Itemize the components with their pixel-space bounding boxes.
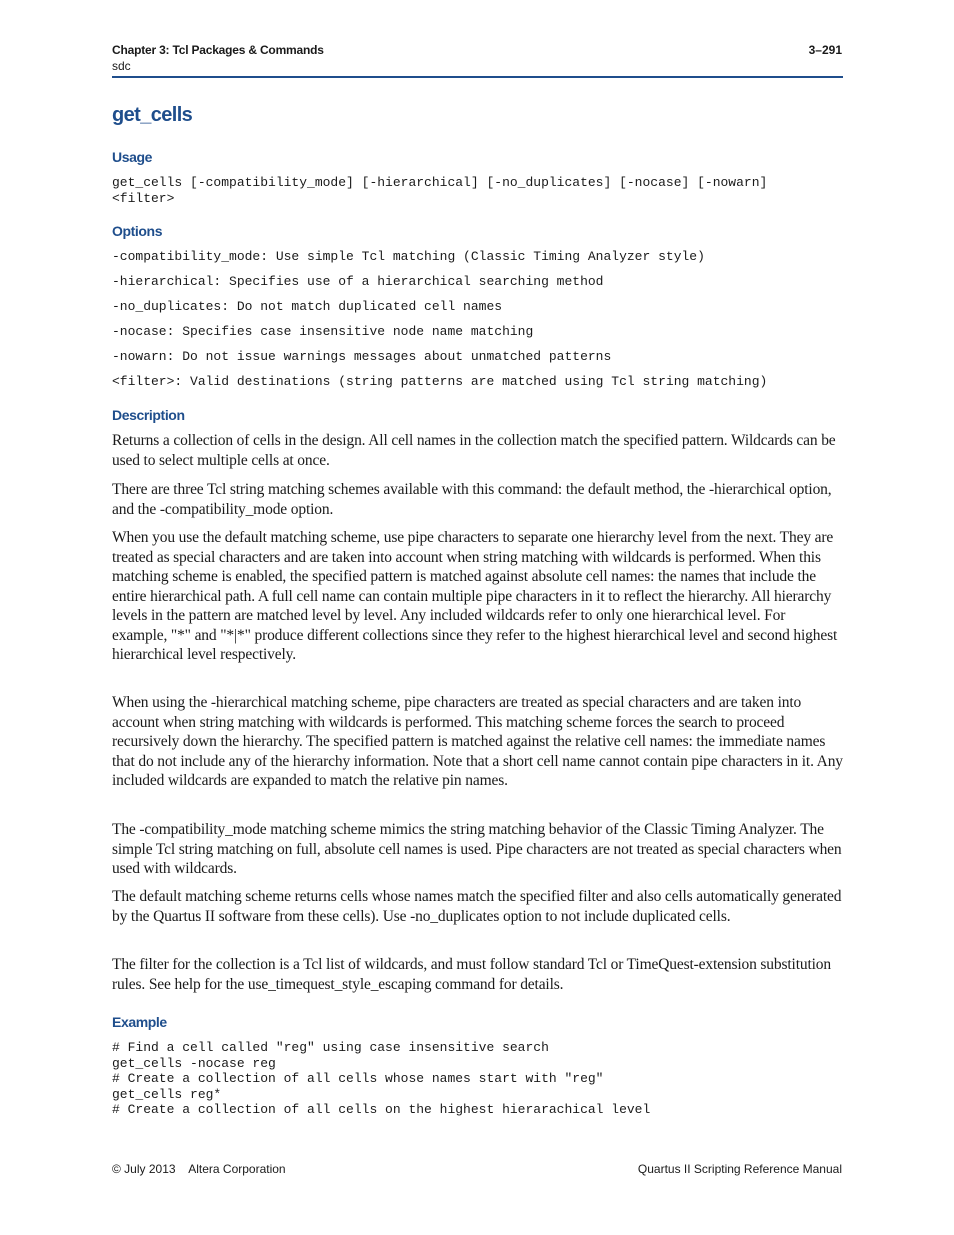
header-rule xyxy=(112,76,843,78)
description-paragraph: Returns a collection of cells in the design. All cell names in the collection match the specified pattern. Wildcards can be used to select multiple cells at once. xyxy=(112,432,836,469)
description-paragraph: There are three Tcl string matching schemes available with this command: the default method, the -hierarchical option, and the -compatibility_mode option. xyxy=(112,481,832,518)
description-paragraph: The filter for the collection is a Tcl list of wildcards, and must follow standard Tcl or TimeQuest-extension substitution rules. See help for the use_timequest_style_escaping command for details. xyxy=(112,956,831,993)
page-number: 3–291 xyxy=(808,43,842,57)
description-paragraph: The -compatibility_mode matching scheme mimics the string matching behavior of the Classic Timing Analyzer. The simple Tcl string matching on full, absolute cell names is used. Pipe characters are not treated as special characters when used with wildcards. xyxy=(112,821,842,877)
command-title: get_cells xyxy=(112,104,193,126)
running-header-section: sdc xyxy=(112,59,131,73)
option-item: -hierarchical: Specifies use of a hierarchical searching method xyxy=(112,274,604,289)
example-code-line: get_cells -nocase reg xyxy=(112,1055,276,1071)
description-paragraph: The default matching scheme returns cells whose names match the specified filter and also cells automatically generated by the Quartus II software from these cells). Use -no_duplicates option to not include duplicated cells. xyxy=(112,888,842,925)
example-code-line: # Create a collection of all cells on the highest hierarachical level xyxy=(112,1102,651,1117)
usage-line: <filter> xyxy=(112,190,175,206)
running-header-chapter: Chapter 3: Tcl Packages & Commands xyxy=(112,43,324,57)
option-item: -no_duplicates: Do not match duplicated cell names xyxy=(112,299,503,314)
description-heading: Description xyxy=(112,407,185,423)
description-paragraph: When using the -hierarchical matching scheme, pipe characters are treated as special characters and are taken into account when string matching with wildcards is performed. This matching scheme forces the search to proceed recursively down the hierarchy. The specified pattern is matched against the relative cell names: the immediate names that do not include any of the hierarchy information. Note that a short cell name cannot contain pipe characters in it. Any included wildcards are expanded to match the relative pin names. xyxy=(112,694,843,789)
example-heading: Example xyxy=(112,1014,167,1030)
example-code-line: # Create a collection of all cells whose names start with "reg" xyxy=(112,1071,604,1086)
usage-line: get_cells [-compatibility_mode] [-hierarchical] [-no_duplicates] [-nocase] [-nowarn] xyxy=(112,175,768,190)
option-item: -nocase: Specifies case insensitive node name matching xyxy=(112,324,534,339)
footer-copyright: © July 2013 Altera Corporation xyxy=(112,1162,286,1176)
example-code-line: # Find a cell called "reg" using case insensitive search xyxy=(112,1040,549,1055)
option-item: -compatibility_mode: Use simple Tcl matching (Classic Timing Analyzer style) xyxy=(112,249,705,264)
option-item: <filter>: Valid destinations (string patterns are matched using Tcl string matching) xyxy=(112,374,768,389)
example-code-line: get_cells reg* xyxy=(112,1086,222,1102)
option-item: -nowarn: Do not issue warnings messages about unmatched patterns xyxy=(112,349,612,364)
description-paragraph: When you use the default matching scheme, use pipe characters to separate one hierarchy level from the next. They are treated as special characters and are taken into account when string matching with wildcards is performed. When this matching scheme is enabled, the specified pattern is matched against absolute cell names: the names that include the entire hierarchical path. A full cell name can contain multiple pipe characters in it to reflect the hierarchy. All hierarchy levels in the pattern are matched level by level. Any included wildcards refer to only one hierarchical level. For example, "*" and "*|*" produce different collections since they refer to the highest hierarchical level and second highest hierarchical level respectively. xyxy=(112,529,838,663)
usage-heading: Usage xyxy=(112,149,153,165)
footer-manual-title: Quartus II Scripting Reference Manual xyxy=(637,1162,842,1176)
options-heading: Options xyxy=(112,223,163,239)
